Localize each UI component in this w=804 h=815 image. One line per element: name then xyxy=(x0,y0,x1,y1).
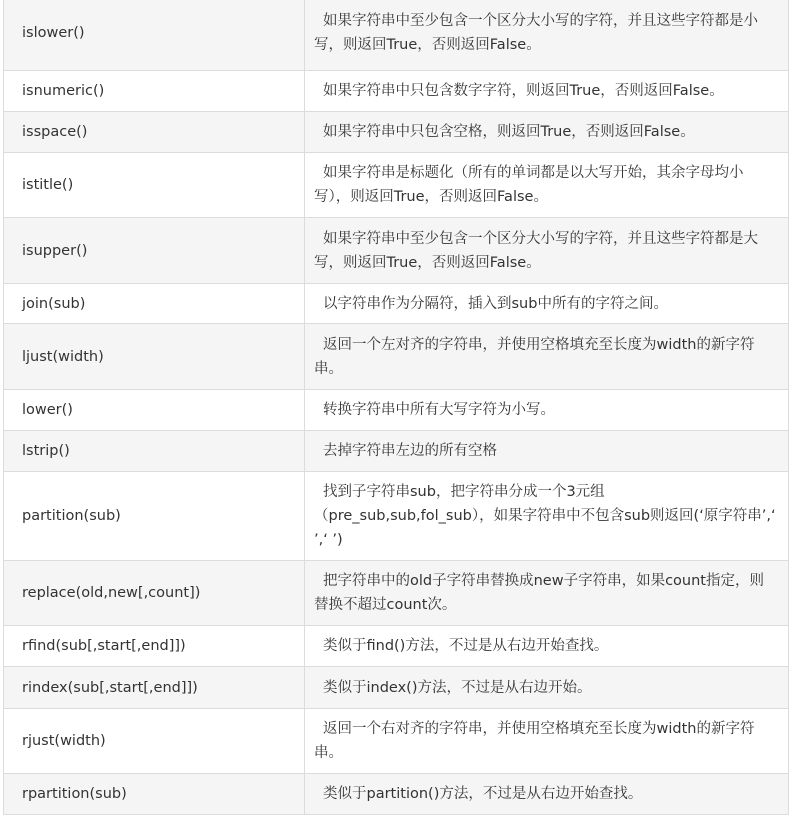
method-name: lstrip() xyxy=(4,431,305,472)
method-description xyxy=(305,112,789,153)
table-row xyxy=(4,390,789,431)
method-description xyxy=(305,153,789,218)
method-description-text: 转换字符串中所有大写字符为小写。 xyxy=(323,402,555,418)
method-description-text: 如果字符串中只包含数字字符，则返回True，否则返回False。 xyxy=(323,83,724,99)
table-row xyxy=(4,284,789,324)
method-name: islower() xyxy=(4,0,305,71)
method-description xyxy=(305,709,789,774)
method-description-text: 如果字符串是标题化（所有的单词都是以大写开始，其余字母均小写），则返回True，否则返回False。 xyxy=(314,165,744,205)
method-description xyxy=(305,218,789,284)
method-description xyxy=(305,390,789,431)
method-description xyxy=(305,626,789,667)
method-name: isnumeric() xyxy=(4,71,305,112)
method-description-text: 如果字符串中至少包含一个区分大小写的字符，并且这些字符都是小写，则返回True，否则返回False。 xyxy=(314,13,758,53)
table-row xyxy=(4,218,789,284)
table-row xyxy=(4,774,789,815)
table-row xyxy=(4,153,789,218)
method-description xyxy=(305,472,789,561)
method-description xyxy=(305,284,789,324)
method-description-text: 找到子字符串sub，把字符串分成一个3元组（pre_sub,sub,fol_sub），如果字符串中不包含sub则返回(‘原字符串’,‘ ’,‘ ’) xyxy=(314,484,776,548)
table-row xyxy=(4,112,789,153)
method-description-text: 如果字符串中至少包含一个区分大小写的字符，并且这些字符都是大写，则返回True，否则返回False。 xyxy=(314,230,758,271)
table-row xyxy=(4,71,789,112)
method-description xyxy=(305,431,789,472)
method-description-text: 类似于index()方法，不过是从右边开始。 xyxy=(323,679,592,696)
method-name: partition(sub) xyxy=(4,472,305,561)
method-name: ljust(width) xyxy=(4,324,305,390)
table-row xyxy=(4,324,789,390)
method-description xyxy=(305,324,789,390)
method-description-text: 类似于partition()方法，不过是从右边开始查找。 xyxy=(323,786,643,802)
method-name: replace(old,new[,count]) xyxy=(4,561,305,626)
method-description xyxy=(305,774,789,815)
table-row xyxy=(4,472,789,561)
table-row xyxy=(4,0,789,71)
method-description-text: 如果字符串中只包含空格，则返回True，否则返回False。 xyxy=(323,124,695,140)
method-description xyxy=(305,0,789,71)
table-row xyxy=(4,431,789,472)
method-description xyxy=(305,71,789,112)
method-name: isspace() xyxy=(4,112,305,153)
method-name: lower() xyxy=(4,390,305,431)
method-name: rjust(width) xyxy=(4,709,305,774)
string-methods-table-container xyxy=(3,0,789,815)
method-name: join(sub) xyxy=(4,284,305,324)
method-description-text: 类似于find()方法，不过是从右边开始查找。 xyxy=(323,638,609,654)
method-description-text: 去掉字符串左边的所有空格 xyxy=(323,443,497,459)
method-description-text: 把字符串中的old子字符串替换成new子字符串，如果count指定，则替换不超过count次。 xyxy=(314,573,764,613)
method-name: rpartition(sub) xyxy=(4,774,305,815)
method-description-text: 返回一个左对齐的字符串，并使用空格填充至长度为width的新字符串。 xyxy=(314,336,755,377)
string-methods-table xyxy=(3,0,789,815)
method-description-text: 返回一个右对齐的字符串，并使用空格填充至长度为width的新字符串。 xyxy=(314,721,755,761)
method-name: rfind(sub[,start[,end]]) xyxy=(4,626,305,667)
table-row xyxy=(4,667,789,709)
method-description-text: 以字符串作为分隔符，插入到sub中所有的字符之间。 xyxy=(323,295,668,312)
method-name: isupper() xyxy=(4,218,305,284)
method-name: rindex(sub[,start[,end]]) xyxy=(4,667,305,709)
table-row xyxy=(4,626,789,667)
method-description xyxy=(305,561,789,626)
table-row xyxy=(4,709,789,774)
table-row xyxy=(4,561,789,626)
method-name: istitle() xyxy=(4,153,305,218)
method-description xyxy=(305,667,789,709)
